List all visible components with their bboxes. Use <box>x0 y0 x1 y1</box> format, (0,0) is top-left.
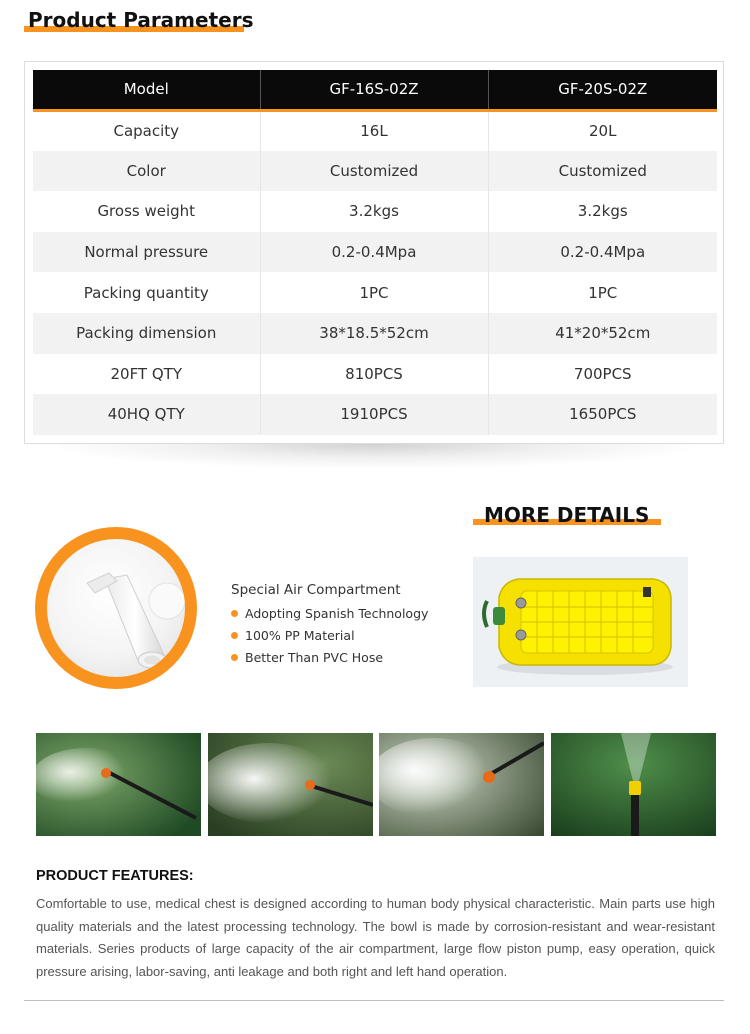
air-compartment-image <box>35 527 197 689</box>
air-compartment-photo <box>47 539 185 677</box>
product-features-title: PRODUCT FEATURES: <box>36 868 194 884</box>
table-cell: 0.2-0.4Mpa <box>488 232 717 273</box>
bottom-divider <box>24 1000 724 1001</box>
table-cell: Packing quantity <box>33 272 260 313</box>
spray-photo-1 <box>36 733 201 836</box>
product-features-text: Comfortable to use, medical chest is designed according to human body physical characteristic. Main parts use high quality materials and the latest processing technology. The bowl is made by corrosion-resistant and wear-resistant materials. Series products of large capacity of the air compartment, large flow piston pump, easy operation, quick pressure arising, labor-saving, anti leakage and both right and left hand operation. <box>36 896 715 980</box>
list-item <box>231 627 428 649</box>
table-cell: 38*18.5*52cm <box>260 313 488 354</box>
table-row <box>33 232 717 273</box>
table-cell: 810PCS <box>260 354 488 395</box>
table-cell: 700PCS <box>488 354 717 395</box>
table-cell: 20FT QTY <box>33 354 260 395</box>
table-cell: Capacity <box>33 110 260 151</box>
spray-photo-2 <box>208 733 373 836</box>
list-item <box>231 605 428 627</box>
table-cell: 1910PCS <box>260 394 488 435</box>
spray-photo-3 <box>379 733 544 836</box>
table-cell: Customized <box>260 151 488 192</box>
table-cell: 1PC <box>260 272 488 313</box>
table-drop-shadow <box>60 444 690 468</box>
parameters-table-frame <box>24 61 724 444</box>
table-row <box>33 191 717 232</box>
spray-photo-4 <box>551 733 716 836</box>
list-item <box>231 649 428 671</box>
table-cell: Normal pressure <box>33 232 260 273</box>
feature-text: Adopting Spanish Technology <box>245 606 429 621</box>
table-header-cell: GF-20S-02Z <box>488 70 717 110</box>
bullet-dot-icon <box>231 654 238 661</box>
table-cell: 3.2kgs <box>488 191 717 232</box>
table-header-cell: GF-16S-02Z <box>260 70 488 110</box>
table-cell: 16L <box>260 110 488 151</box>
table-cell: Customized <box>488 151 717 192</box>
table-row <box>33 394 717 435</box>
table-row <box>33 354 717 395</box>
table-cell: 20L <box>488 110 717 151</box>
table-row <box>33 313 717 354</box>
parameters-table <box>33 70 717 435</box>
table-cell: 3.2kgs <box>260 191 488 232</box>
table-row <box>33 151 717 192</box>
table-cell: Gross weight <box>33 191 260 232</box>
table-row <box>33 272 717 313</box>
table-cell: 0.2-0.4Mpa <box>260 232 488 273</box>
table-cell: Packing dimension <box>33 313 260 354</box>
table-cell: 41*20*52cm <box>488 313 717 354</box>
table-cell: 1650PCS <box>488 394 717 435</box>
table-header-cell: Model <box>33 70 260 110</box>
bullet-dot-icon <box>231 610 238 617</box>
section-title-more-details: MORE DETAILS <box>484 503 650 527</box>
table-cell: Color <box>33 151 260 192</box>
table-cell: 1PC <box>488 272 717 313</box>
table-row <box>33 110 717 151</box>
feature-list <box>231 605 428 671</box>
yellow-part-photo <box>473 557 688 687</box>
table-header-row <box>33 70 717 110</box>
feature-heading: Special Air Compartment <box>231 582 401 598</box>
bullet-dot-icon <box>231 632 238 639</box>
feature-text: 100% PP Material <box>245 628 355 643</box>
feature-text: Better Than PVC Hose <box>245 650 384 665</box>
table-cell: 40HQ QTY <box>33 394 260 435</box>
section-title-parameters: Product Parameters <box>28 8 254 32</box>
